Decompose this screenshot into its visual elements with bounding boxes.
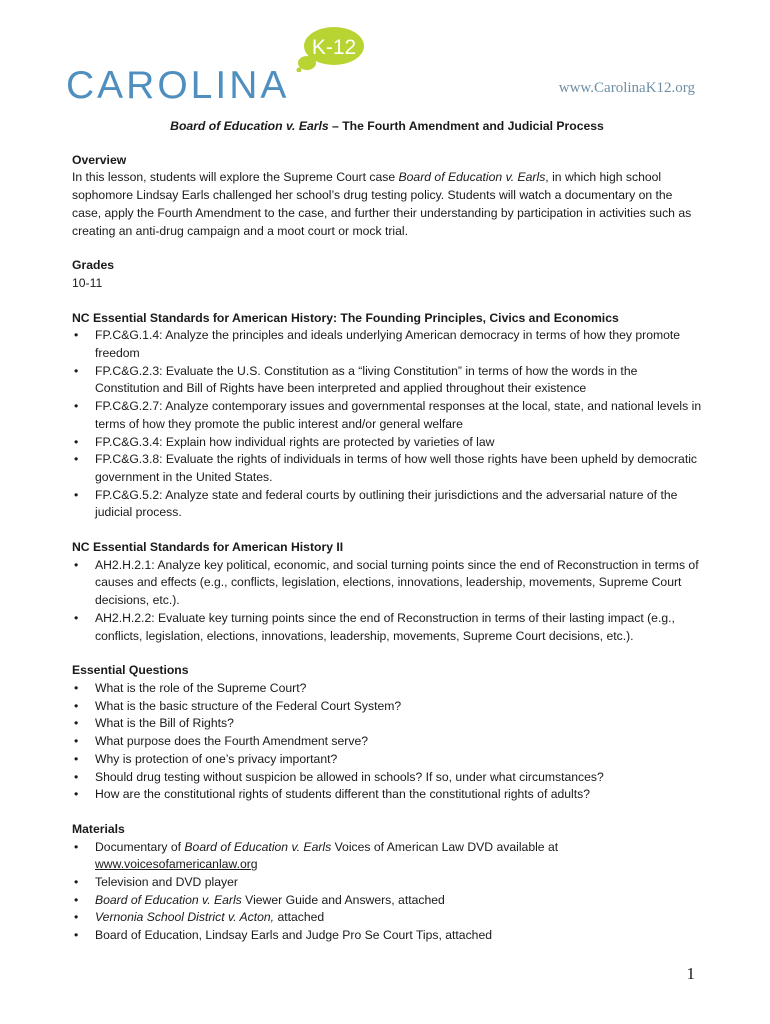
grades-heading: Grades [72, 258, 115, 273]
list-item: • FP.C&G.1.4: Analyze the principles and ideals underlying American democracy in terms of how they promote freedom [72, 327, 702, 362]
title-rest: – The Fourth Amendment and Judicial Process [328, 119, 604, 133]
overview-text: In this lesson, students will explore the Supreme Court case Board of Education v. Earls, in which high school sophomore Lindsay Earls challenged her school’s drug testing policy. Students will watch a documentary on the case, apply the Fourth Amendment to the case, and further their understanding by participation in activities such as creating an anti-drug campaign and a moot court or mock trial. [72, 170, 692, 238]
voices-of-american-law-link[interactable]: www.voicesofamericanlaw.org [95, 857, 258, 872]
overview-heading: Overview [72, 152, 127, 167]
page-header [0, 0, 770, 110]
list-item: • What is the Bill of Rights? [72, 715, 702, 733]
list-item: • FP.C&G.2.3: Evaluate the U.S. Constitution as a “living Constitution” in terms of how the words in the Constitution and Bill of Rights have been interpreted and applied throughout their existence [72, 363, 702, 398]
list-item: • Board of Education v. Earls Viewer Guide and Answers, attached [72, 892, 702, 910]
list-item: • Television and DVD player [72, 874, 702, 892]
list-item: • FP.C&G.3.8: Evaluate the rights of individuals in terms of how well those rights have been upheld by democratic government in the United States. [72, 451, 702, 486]
logo-badge-text: K-12 [311, 36, 357, 59]
list-item: • AH2.H.2.1: Analyze key political, economic, and social turning points since the end of Reconstruction in terms of causes and effects (e.g., conflicts, legislation, elections, innovations, leadership, movements, Supreme Court decisions, etc.). [72, 557, 702, 610]
list-item: • What is the role of the Supreme Court? [72, 680, 702, 698]
list-item: • Board of Education, Lindsay Earls and Judge Pro Se Court Tips, attached [72, 927, 702, 945]
list-item: • FP.C&G.5.2: Analyze state and federal courts by outlining their jurisdictions and the adversarial nature of the judicial process. [72, 487, 702, 522]
history2-standards-list [72, 557, 702, 646]
list-item: • Vernonia School District v. Acton, attached [72, 909, 702, 927]
lesson-document [72, 118, 702, 945]
grades-value: 10-11 [72, 275, 103, 290]
page-number: 1 [686, 964, 695, 983]
logo-k12-badge [294, 26, 364, 72]
essential-questions-heading: Essential Questions [72, 663, 189, 678]
list-item: • FP.C&G.2.7: Analyze contemporary issues and governmental responses at the local, state, and national levels in terms of how they promote the public interest and/or general welfare [72, 398, 702, 433]
materials-heading: Materials [72, 821, 125, 836]
list-item: • Should drug testing without suspicion be allowed in schools? If so, under what circumstances? [72, 769, 702, 787]
list-item: • What purpose does the Fourth Amendment serve? [72, 733, 702, 751]
materials-list [72, 839, 702, 945]
list-item: • FP.C&G.3.4: Explain how individual rights are protected by varieties of law [72, 434, 702, 452]
list-item: • AH2.H.2.2: Evaluate key turning points since the end of Reconstruction in terms of their lasting impact (e.g., conflicts, legislation, elections, innovations, leadership, movements, Supreme Court decisions, etc.). [72, 610, 702, 645]
list-item: • Documentary of Board of Education v. Earls Voices of American Law DVD available at www.voicesofamericanlaw.org [72, 839, 702, 874]
founding-standards-heading: NC Essential Standards for American History: The Founding Principles, Civics and Economics [72, 310, 619, 325]
site-url[interactable]: www.CarolinaK12.org [558, 80, 695, 96]
founding-standards-list [72, 327, 702, 522]
logo-wordmark: CAROLINA [66, 64, 290, 107]
essential-questions-list [72, 680, 702, 804]
list-item: • How are the constitutional rights of students different than the constitutional rights of adults? [72, 786, 702, 804]
history2-standards-heading: NC Essential Standards for American History II [72, 540, 344, 555]
list-item: • What is the basic structure of the Federal Court System? [72, 698, 702, 716]
list-item: • Why is protection of one’s privacy important? [72, 751, 702, 769]
title-case-name: Board of Education v. Earls [170, 119, 329, 133]
document-title [72, 118, 702, 136]
carolina-k12-logo[interactable] [64, 26, 364, 106]
